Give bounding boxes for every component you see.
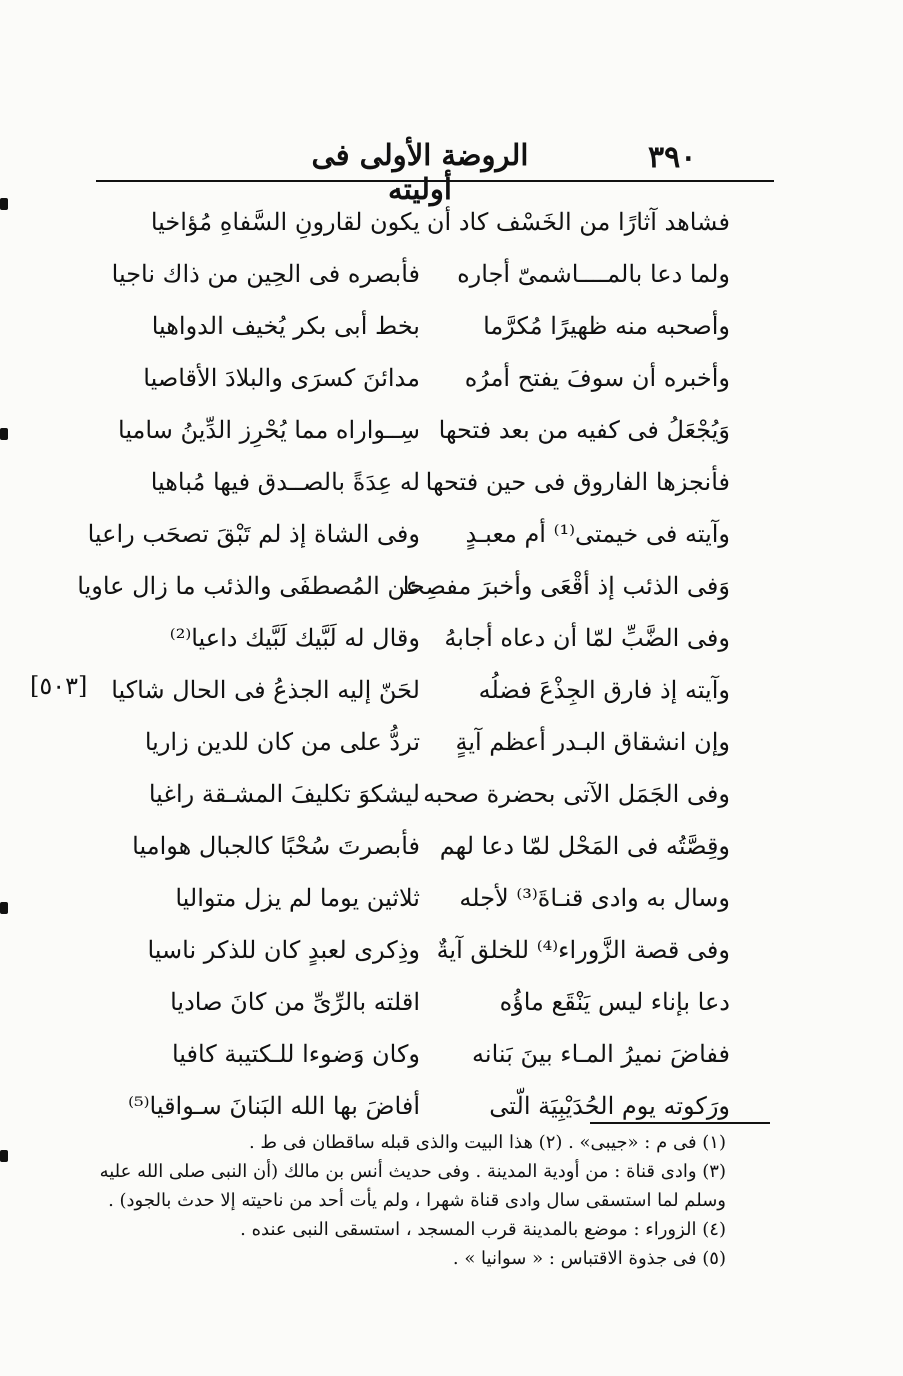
verse-second-hemistich: فأبصره فى الحِين من ذاك ناجيا bbox=[111, 260, 420, 288]
poem-verses bbox=[77, 196, 750, 1132]
verse-first-hemistich: وَيُجْعَلُ فى كفيه من بعد فتحها bbox=[438, 416, 730, 444]
verse-first-hemistich: وَفى الذئب إذ أقْعَى وأخبرَ مفصِحا bbox=[402, 572, 730, 600]
verse-line bbox=[100, 1080, 750, 1132]
verse-second-hemistich: وذِكرى لعبدٍ كان للذكر ناسيا bbox=[147, 936, 420, 964]
verse-first-hemistich: وأخبره أن سوفَ يفتح أمرُه bbox=[464, 364, 730, 392]
verse-second-hemistich: بخط أبى بكر يُخيف الدواهيا bbox=[151, 312, 420, 340]
verse-second-hemistich: وكان وَضوءا للـكتيبة كافيا bbox=[171, 1040, 420, 1068]
verse-second-hemistich: عن المُصطفَى والذئب ما زال عاويا bbox=[77, 572, 420, 600]
verse-line bbox=[100, 872, 750, 924]
verse-line bbox=[100, 976, 750, 1028]
verse-first-hemistich: وفى قصة الزَّوراء⁽⁴⁾ للخلق آيةٌ bbox=[436, 936, 730, 964]
margin-mark bbox=[0, 1150, 8, 1162]
verse-first-hemistich: وآيته إذ فارق الجِذْعَ فضلُه bbox=[478, 676, 730, 704]
verse-second-hemistich: تردُّ على من كان للدين زاريا bbox=[144, 728, 420, 756]
verse-second-hemistich: مدائنَ كسرَى والبلادَ الأقاصيا bbox=[143, 364, 420, 392]
verse-first-hemistich: وإن انشقاق البـدر أعظم آيةٍ bbox=[455, 728, 730, 756]
page-number: ٣٩٠ bbox=[648, 140, 697, 175]
verse-first-hemistich: ففاضَ نميرُ المـاء بينَ بَنانه bbox=[472, 1040, 730, 1068]
margin-mark bbox=[0, 198, 8, 210]
verse-line bbox=[100, 664, 750, 716]
verse-second-hemistich: ثلاثين يوما لم يزل متواليا bbox=[175, 884, 420, 912]
verse-first-hemistich: وفى الضَّبِّ لمّا أن دعاه أجابهُ bbox=[444, 624, 730, 652]
verse-first-hemistich: وأصحبه منه ظهيرًا مُكرَّما bbox=[483, 312, 730, 340]
verse-first-hemistich: ولما دعا بالمــــاشمىّ أجاره bbox=[457, 260, 730, 288]
footnotes-rule bbox=[590, 1122, 770, 1124]
footnote: (٣) وادى قناة : من أودية المدينة . وفى حديث أنس بن مالك (أن النبى صلى الله عليه bbox=[99, 1161, 726, 1182]
verse-first-hemistich: دعا بإناء ليس يَنْقَع ماؤُه bbox=[499, 988, 730, 1016]
verse-line bbox=[100, 820, 750, 872]
verse-line bbox=[100, 248, 750, 300]
verse-line bbox=[100, 924, 750, 976]
footnote: (٤) الزوراء : موضع بالمدينة قرب المسجد ، استسقى النبى عنده . bbox=[240, 1219, 726, 1240]
verse-line bbox=[100, 300, 750, 352]
verse-line bbox=[100, 1028, 750, 1080]
verse-line bbox=[100, 612, 750, 664]
footnotes bbox=[100, 1128, 726, 1273]
verse-line bbox=[87, 508, 750, 560]
verse-first-hemistich: ورَكوته يوم الحُدَيْبِيَة الّتى bbox=[489, 1092, 730, 1120]
verse-first-hemistich: فأنجزها الفاروق فى حين فتحها bbox=[425, 468, 730, 496]
verse-second-hemistich: له عِدَةً بالصــدق فيها مُباهيا bbox=[150, 468, 420, 496]
verse-first-hemistich: وسال به وادى قنـاةَ⁽³⁾ لأجله bbox=[459, 884, 730, 912]
side-reference: [٥٠٣] bbox=[30, 672, 88, 700]
verse-second-hemistich: اقلته بالرِّىِّ من كانَ صاديا bbox=[170, 988, 420, 1016]
verse-line bbox=[100, 352, 750, 404]
header-rule bbox=[96, 180, 774, 182]
running-title: الروضة الأولى فى أوليته bbox=[311, 138, 529, 206]
verse-line bbox=[100, 716, 750, 768]
verse-second-hemistich: وفى الشاة إذ لم تَبْقَ تصحَب راعيا bbox=[87, 520, 420, 548]
verse-line bbox=[100, 768, 750, 820]
margin-mark bbox=[0, 902, 8, 914]
verse-second-hemistich: لحَنّ إليه الجذعُ فى الحال شاكيا bbox=[111, 676, 420, 704]
footnote: (١) فى م : «جيبى» . (٢) هذا البيت والذى قبله ساقطان فى ط . bbox=[248, 1132, 726, 1153]
verse-second-hemistich: فأبصرتَ سُحْبًا كالجبال هواميا bbox=[132, 832, 420, 860]
footnote: وسلم لما استسقى سال وادى قناة شهرا ، ولم يأت أحد من ناحيته إلا حدث بالجود) . bbox=[108, 1190, 726, 1211]
verse-line bbox=[77, 560, 750, 612]
verse-first-hemistich: فشاهد آثارًا من الخَسْف كاد أن bbox=[426, 208, 730, 236]
verse-second-hemistich: سِــواراه مما يُحْرِز الدِّينُ ساميا bbox=[118, 416, 420, 444]
verse-second-hemistich: أفاضَ بها الله البَنانَ سـواقيا⁽⁵⁾ bbox=[128, 1092, 420, 1120]
verse-line bbox=[100, 456, 750, 508]
verse-second-hemistich: وقال له لَبَّيك لَبَّيك داعيا⁽²⁾ bbox=[169, 624, 420, 652]
verse-line bbox=[100, 404, 750, 456]
verse-first-hemistich: وفى الجَمَل الآتى بحضرة صحبه bbox=[423, 780, 730, 808]
verse-first-hemistich: وقِصَّتُه فى المَحْل لمّا دعا لهم bbox=[439, 832, 730, 860]
footnote: (٥) فى جذوة الاقتباس : « سوانيا » . bbox=[452, 1248, 726, 1269]
margin-mark bbox=[0, 428, 8, 440]
verse-second-hemistich: ليشكوَ تكليفَ المشـقة راغيا bbox=[148, 780, 420, 808]
verse-line bbox=[100, 196, 750, 248]
verse-second-hemistich: يكون لقارونِ السَّفاهِ مُؤاخيا bbox=[150, 208, 420, 236]
verse-first-hemistich: وآيته فى خيمتى⁽¹⁾ أم معبـدٍ bbox=[465, 520, 730, 548]
